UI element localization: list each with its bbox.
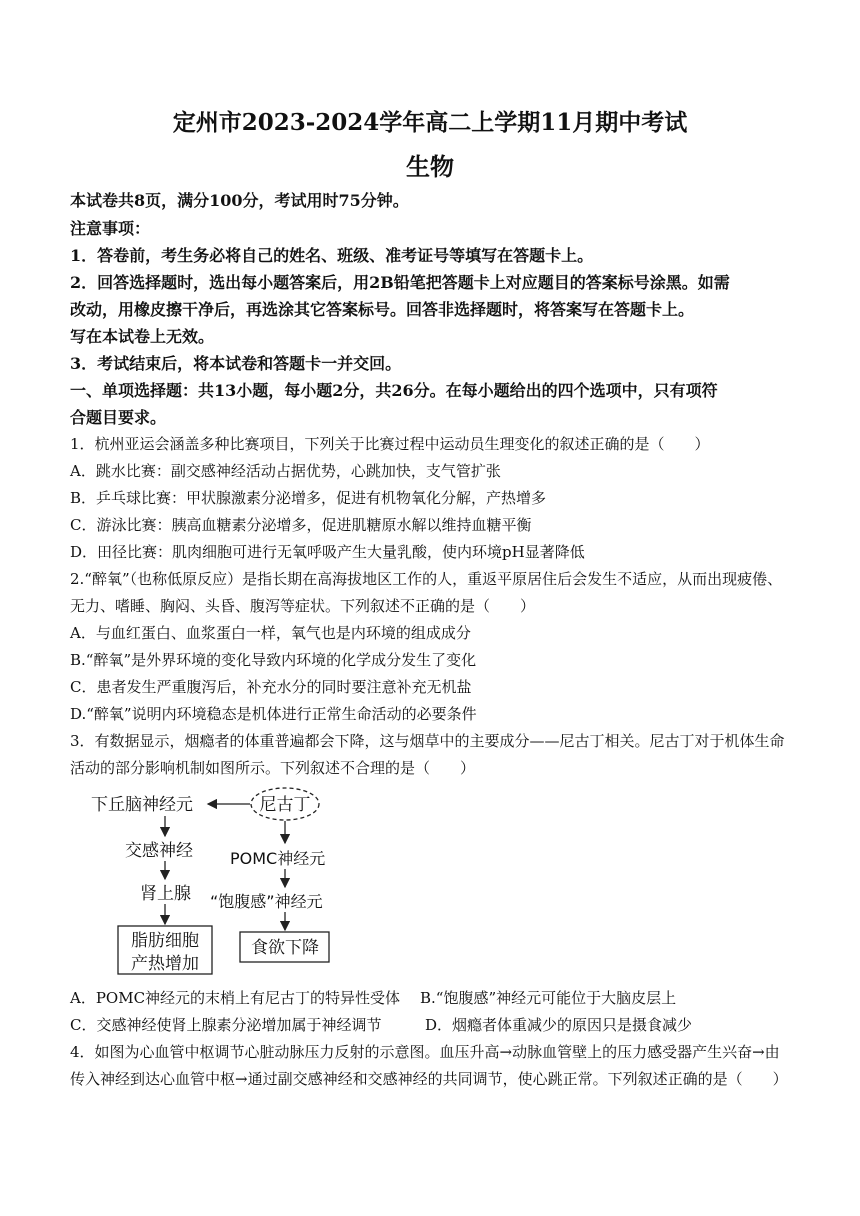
hypothalamus-neuron-label: 下丘脑神经元 [91,795,193,815]
question-1-option-a: A．跳水比赛：副交感神经活动占据优势，心跳加快，支气管扩张 [70,462,501,480]
question-1-option-d: D．田径比赛：肌肉细胞可进行无氧呼吸产生大量乳酸，使内环境pH显著降低 [70,543,585,561]
question-2-option-c: C．患者发生严重腹泻后，补充水分的同时要注意补充无机盐 [70,678,472,696]
notice-line: 3．考试结束后，将本试卷和答题卡一并交回。 [70,354,402,373]
satiety-neuron-label: “饱腹感”神经元 [210,892,323,911]
question-2-option-b: B.“醉氧”是外界环境的变化导致内环境的化学成分发生了变化 [70,651,477,669]
question-3-option-a: A．POMC神经元的末梢上有尼古丁的特异性受体 [70,989,401,1007]
exam-intro: 本试卷共8页，满分100分，考试用时75分钟。 [70,191,409,210]
adrenal-gland-label: 肾上腺 [140,884,191,904]
question-1-option-b: B．乒乓球比赛：甲状腺激素分泌增多，促进有机物氧化分解，产热增多 [70,489,547,507]
subject-title: 生物 [406,152,454,181]
question-2-stem: 2.“醉氧”（也称低原反应）是指长期在高海拔地区工作的人，重返平原居住后会发生不适应，从而出现疲倦、 [70,570,783,588]
section-heading: 一、单项选择题：共13小题，每小题2分，共26分。在每小题给出的四个选项中，只有项符 [70,381,718,400]
question-2-stem: 无力、嗜睡、胸闷、头昏、腹泻等症状。下列叙述不正确的是（ ） [70,597,536,615]
question-3-stem: 3．有数据显示，烟瘾者的体重普遍都会下降，这与烟草中的主要成分——尼古丁相关。尼古丁对于机体生命 [70,732,785,750]
notice-line: 1．答卷前，考生务必将自己的姓名、班级、准考证号等填写在答题卡上。 [70,246,594,265]
question-2-option-a: A．与血红蛋白、血浆蛋白一样，氧气也是内环境的组成成分 [70,624,471,642]
sympathetic-nerve-label: 交感神经 [125,841,193,861]
question-1-stem: 1．杭州亚运会涵盖多种比赛项目，下列关于比赛过程中运动员生理变化的叙述正确的是（ ） [70,435,710,453]
nicotine-label: 尼古丁 [259,795,311,815]
question-3-option-c: C．交感神经使肾上腺素分泌增加属于神经调节 [70,1016,382,1034]
notice-line: 改动，用橡皮擦干净后，再选涂其它答案标号。回答非选择题时，将答案写在答题卡上。 [70,300,695,319]
question-3-option-d: D．烟瘾者体重减少的原因只是摄食减少 [425,1016,693,1034]
nicotine-mechanism-diagram [85,785,385,980]
heat-increase-label: 产热增加 [131,954,199,974]
question-2-option-d: D.“醉氧”说明内环境稳态是机体进行正常生命活动的必要条件 [70,705,477,723]
appetite-decrease-label: 食欲下降 [251,938,319,958]
pomc-neuron-label: POMC神经元 [230,849,326,868]
notice-heading: 注意事项： [70,219,151,238]
notice-line: 2．回答选择题时，选出每小题答案后，用2B铅笔把答题卡上对应题目的答案标号涂黑。如需 [70,273,730,292]
exam-title: 定州市2023-2024学年高二上学期11月期中考试 [172,109,688,136]
question-4-stem: 4．如图为心血管中枢调节心脏动脉压力反射的示意图。血压升高→动脉血管壁上的压力感受器产生兴奋→由 [70,1043,780,1061]
question-3-stem: 活动的部分影响机制如图所示。下列叙述不合理的是（ ） [70,759,476,777]
question-4-stem: 传入神经到达心血管中枢→通过副交感神经和交感神经的共同调节，使心跳正常。下列叙述正确的是（ ） [70,1070,788,1088]
question-1-option-c: C．游泳比赛：胰高血糖素分泌增多，促进肌糖原水解以维持血糖平衡 [70,516,532,534]
fat-cell-label: 脂肪细胞 [131,931,199,951]
question-3-option-b: B.“饱腹感”神经元可能位于大脑皮层上 [420,989,677,1007]
section-heading: 合题目要求。 [70,408,167,427]
notice-line: 写在本试卷上无效。 [70,327,215,346]
